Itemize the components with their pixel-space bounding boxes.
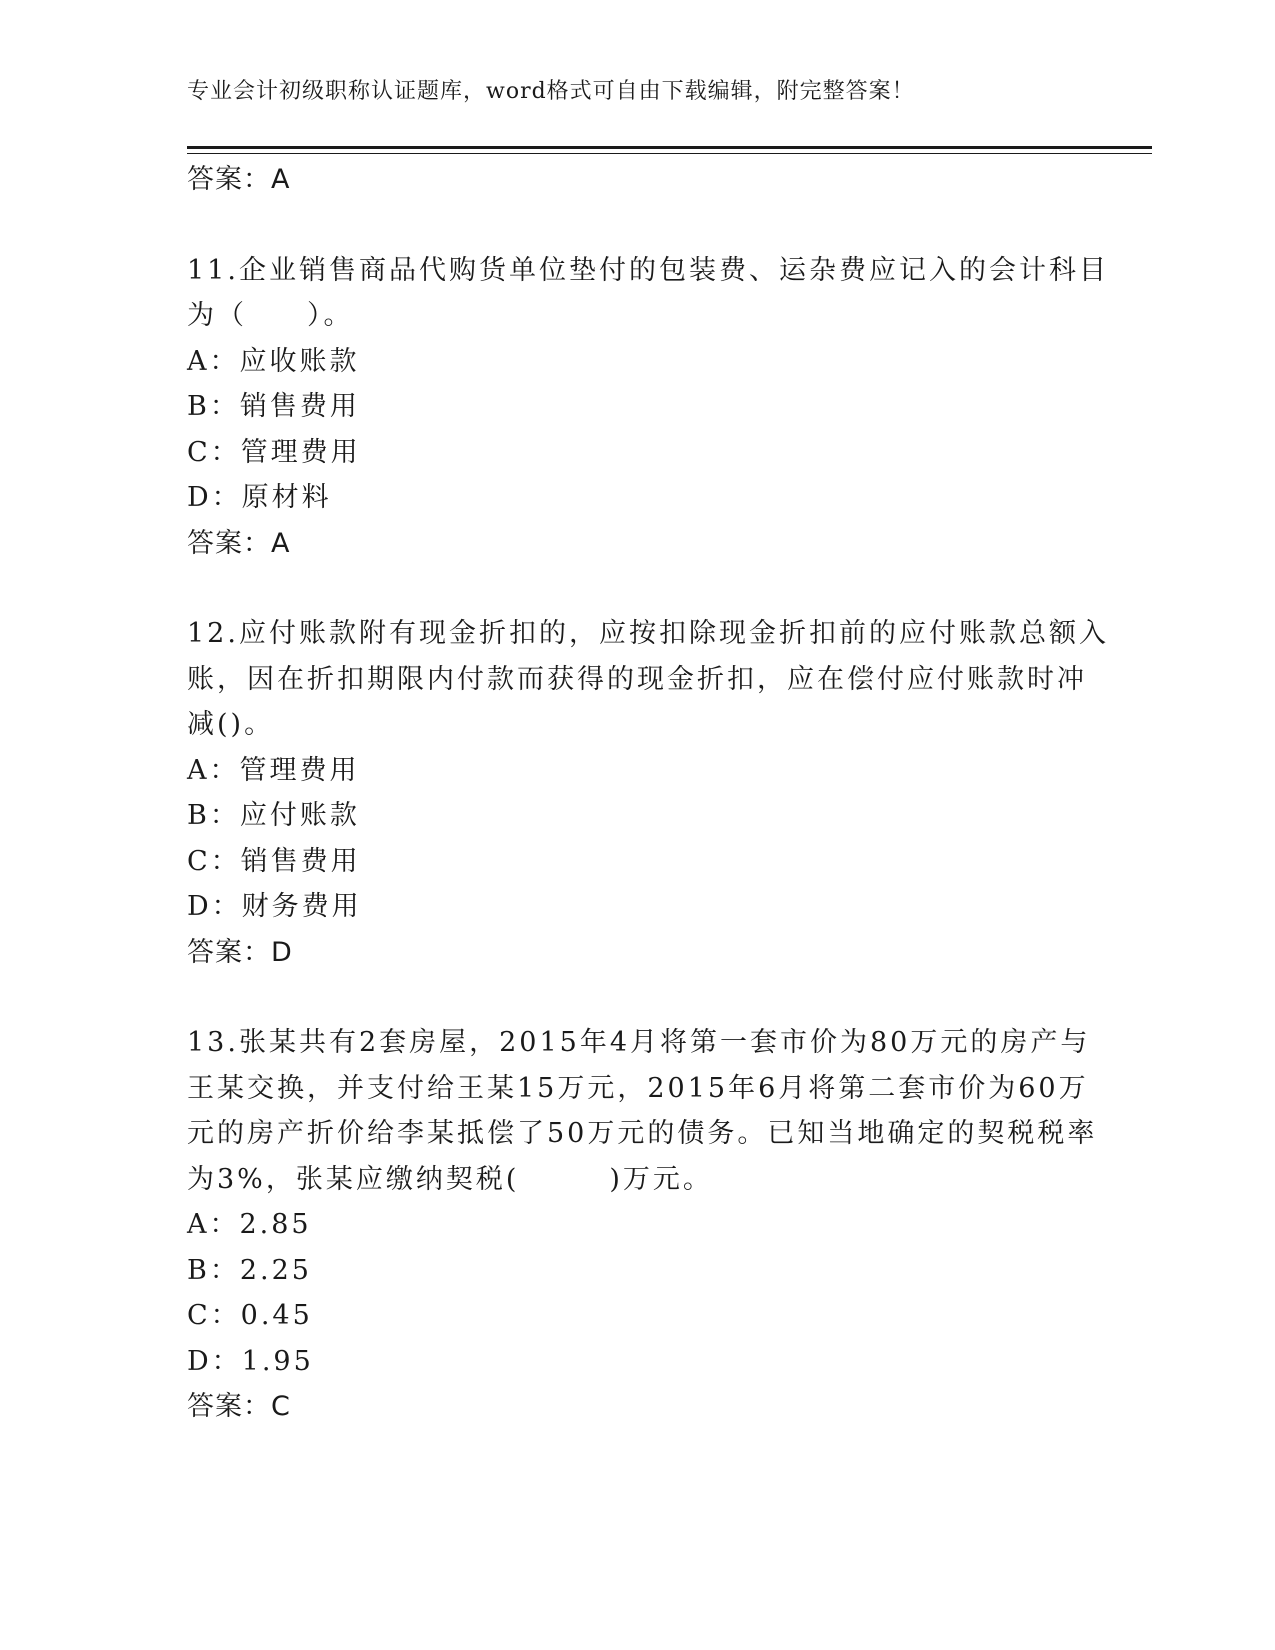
question-13 xyxy=(187,1020,1098,1430)
option-a: A：2.85 xyxy=(187,1209,312,1240)
option-a: A：应收账款 xyxy=(187,345,360,377)
option-d: D：财务费用 xyxy=(187,891,362,922)
question-text-line: 王某交换，并支付给王某15万元，2015年6月将第二套市价为60万 xyxy=(187,1072,1089,1104)
previous-answer: 答案：A xyxy=(187,164,291,195)
option-c: C：管理费用 xyxy=(187,436,361,468)
question-11 xyxy=(187,248,1109,567)
question-text-line: 12.应付账款附有现金折扣的，应按扣除现金折扣前的应付账款总额入 xyxy=(187,618,1109,649)
option-b: B：应付账款 xyxy=(187,800,360,831)
spacer xyxy=(187,566,1087,611)
spacer xyxy=(187,203,1087,248)
question-text-line: 为（ ）。 xyxy=(187,300,354,331)
option-c: C：0.45 xyxy=(187,1300,313,1331)
header-rule-thin xyxy=(187,153,1152,154)
option-b: B：2.25 xyxy=(187,1254,312,1286)
question-text-line: 11.企业销售商品代购货单位垫付的包装费、运杂费应记入的会计科目 xyxy=(187,254,1109,286)
option-b: B：销售费用 xyxy=(187,391,360,422)
question-text-line: 为3%，张某应缴纳契税( )万元。 xyxy=(187,1163,713,1195)
answer: 答案：C xyxy=(187,1391,291,1422)
option-d: D：1.95 xyxy=(187,1345,314,1377)
header-rule-thick xyxy=(187,146,1152,149)
option-a: A：管理费用 xyxy=(187,754,360,786)
question-text-line: 减()。 xyxy=(187,709,275,740)
question-text-line: 13.张某共有2套房屋，2015年4月将第一套市价为80万元的房产与 xyxy=(187,1027,1091,1058)
answer: 答案：A xyxy=(187,527,291,559)
answer: 答案：D xyxy=(187,936,293,968)
question-text-line: 账，因在折扣期限内付款而获得的现金折扣，应在偿付应付账款时冲 xyxy=(187,663,1087,695)
option-c: C：销售费用 xyxy=(187,845,361,877)
question-12 xyxy=(187,611,1109,975)
spacer xyxy=(187,975,1087,1020)
option-d: D：原材料 xyxy=(187,482,332,513)
question-text-line: 元的房产折价给李某抵偿了50万元的债务。已知当地确定的契税税率 xyxy=(187,1118,1098,1149)
page-header: 专业会计初级职称认证题库，word格式可自由下载编辑，附完整答案！ xyxy=(187,79,915,104)
question-content xyxy=(187,157,1109,1430)
